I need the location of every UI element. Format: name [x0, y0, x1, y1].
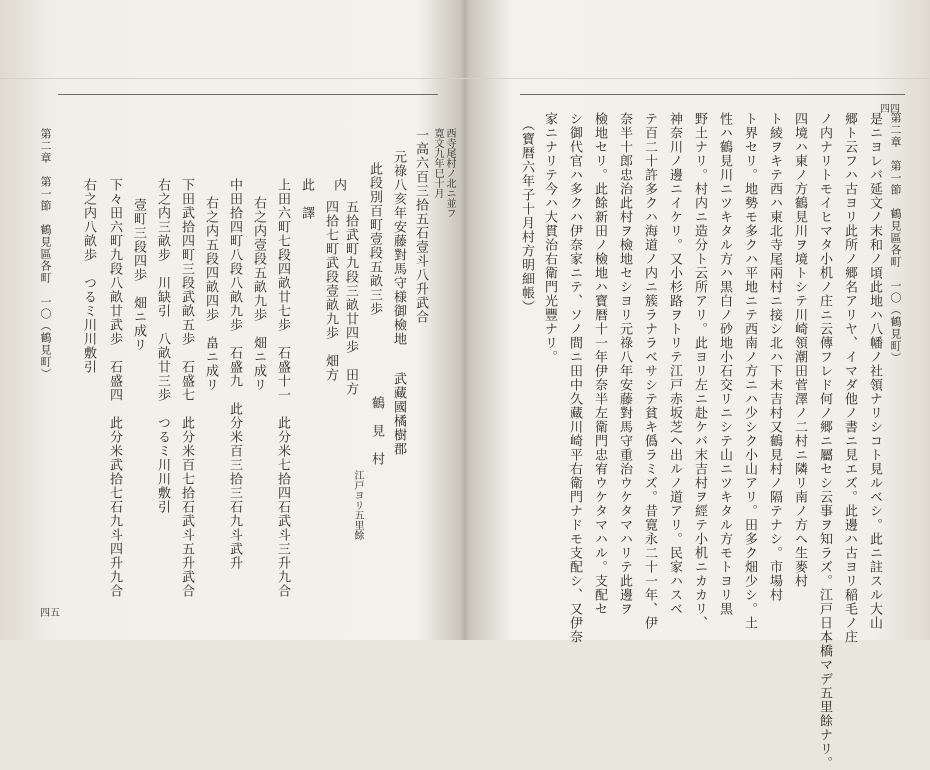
left-column-15: 右之内三畝步 川缺引 八畝廿三歩 つるミ川川敷引 — [155, 178, 170, 514]
left-column-16: 壹町三段四歩 畑ニ成リ — [131, 198, 146, 352]
left-column-03: 一高六百三拾五石壹斗八升武合 — [413, 128, 428, 324]
left-page-rule — [58, 94, 438, 95]
left-running-head: 第二章 第一節 鶴見區各町 一〇（鶴見町） — [39, 128, 52, 380]
left-column-04: 元祿八亥年安藤對馬守様御檢地 — [391, 150, 406, 346]
left-column-14: 下田武拾四町三段武畝五歩 石盛七 此分米百七拾石武斗五升武合 — [179, 178, 194, 598]
left-column-01: 西寺尾村ノ北ニ並フ — [444, 128, 455, 218]
right-column-03: ノ内ナリトモイヒマタ小机ノ庄ニ云傳フレド何ノ郷ニ屬セシ云事ヲ知ラズ。江戸日本橋マデ五里餘ナリ。 — [817, 112, 832, 770]
left-province: 武藏國橘樹郡 — [391, 372, 406, 456]
right-column-04: 四境ハ東ノ方鶴見川ヲ境トシテ川崎領潮田菅澤ノ二村ニ隣リ南ノ方ヘ生麥村 — [792, 112, 807, 588]
right-column-08: 野土ナリ。村内ニ造分ト云所アリ。此ヨリ左ニ赴ケバ末吉村ヲ經テ小机ニカカリ、 — [692, 112, 707, 630]
left-distance: 江戸ヨリ五里餘 — [352, 470, 363, 540]
left-column-13: 右之内五段四畝四歩 畠ニ成リ — [203, 196, 218, 392]
right-column-13: シ御代官ハ多クハ伊奈家ニテ、ソノ間ニ田中久藏川崎平右衛門ナドモ支配シ、又伊奈 — [567, 112, 582, 644]
right-column-05: ト綾ヲキテ西ハ東北寺尾兩村ニ接シ北ハ下末吉村又鶴見村ノ隔テナシ。市場村 — [767, 112, 782, 602]
right-running-head: 第二章 第一節 鶴見區各町 一〇（鶴見町） — [889, 112, 902, 364]
left-column-10: 上田六町七段四畝廿七歩 石盛十一 此分米七拾四石武斗三升九合 — [275, 178, 290, 598]
right-page-number: 四四 — [880, 104, 900, 115]
right-column-12: 檢地セリ。此餘新田ノ檢地ハ寶暦十一年伊奈半左衛門忠宥ウケタマハル。支配セ — [592, 112, 607, 616]
left-page-number: 四五 — [40, 608, 60, 619]
left-column-12: 中田拾四町八段八畝九歩 石盛九 此分米百三拾三石九斗武升 — [227, 178, 242, 570]
right-column-10: テ百二十許多クハ海道ノ内ニ簇ラナラベサシテ貧キ僞ラミズ。昔寛永二十一年、伊 — [642, 112, 657, 630]
left-column-06: 内 — [331, 178, 346, 192]
left-village: 鶴 見 村 — [369, 396, 384, 466]
left-column-17: 下々田六町九段八畝廿武歩 石盛四 此分米武拾七石九斗四升九合 — [107, 178, 122, 598]
right-column-09: 神奈川ノ邊ニイケリ。又小杉路ヲトリテ江戸赤坂芝ヘ出ルノ道アリ。民家ハスベ — [667, 112, 682, 616]
left-column-07: 五拾武町九段三畝廿四歩 田方 — [343, 200, 358, 396]
right-column-14: 家ニナリテ今ハ大貫治右衛門光豐ナリ。 — [542, 112, 557, 364]
left-column-09: 此 譯 — [299, 178, 314, 220]
left-column-18: 右之内八畝歩 つるミ川川敷引 — [81, 178, 96, 374]
right-column-02: 郷ト云フハ古ヨリ此所ノ郷名アリヤ、イマダ他ノ書ニ見エズ。此邊ハ古ヨリ稲毛ノ庄 — [842, 112, 857, 644]
left-column-05: 此段別百町壹段五畝三歩 — [367, 162, 382, 316]
page-shadow-band — [0, 78, 930, 79]
right-column-11: 奈半十郎忠治此村ヲ檢地セシヨリ元祿八年安藤對馬守重治ウケタマハリテ此邊ヲ — [617, 112, 632, 616]
right-column-06: ト界セリ。地勢モ多クハ平地ニテ西南ノ方ニハ少シク小山アリ。田多ク畑少シ。土 — [742, 112, 757, 630]
right-column-15: （寶暦六年子十月村方明細帳） — [519, 118, 534, 314]
right-column-07: 性ハ鶴見川ニツキタル方ハ黒白ノ砂地小石交リニシテ山ニツキタル方モトヨリ黒 — [717, 112, 732, 616]
left-column-11: 右之内壹段五畝九歩 畑ニ成リ — [251, 196, 266, 392]
left-column-08: 四拾七町武段壹畝九歩 畑方 — [323, 200, 338, 382]
right-column-01: 是ニヨレバ延文ノ末和ノ頃此地ハ八幡ノ社領ナリシコト見ルベシ。此ニ註スル大山 — [867, 112, 882, 630]
left-column-02: 寛文九年巳十月 — [432, 128, 443, 198]
right-page-rule — [520, 94, 905, 95]
